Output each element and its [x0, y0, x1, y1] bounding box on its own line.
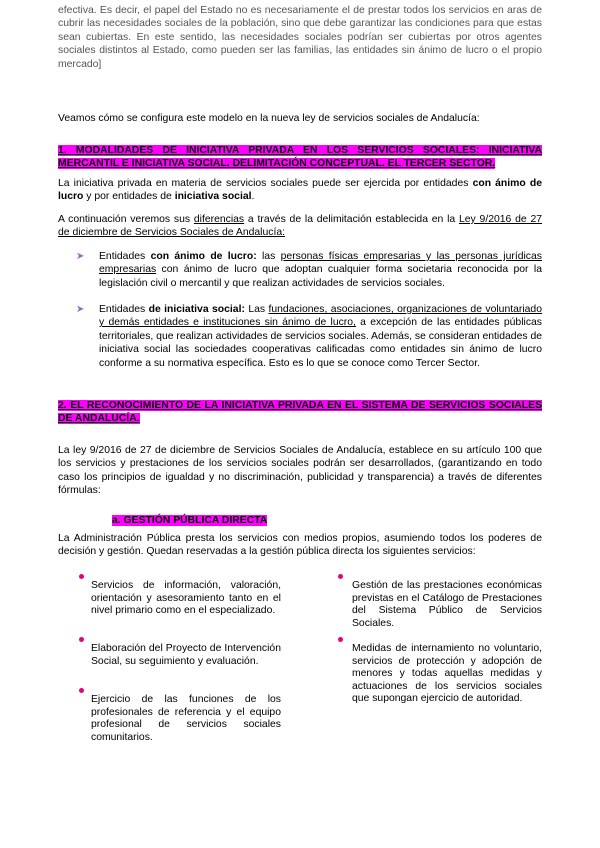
bullet-dot-icon	[79, 574, 84, 579]
section1-paragraph2: A continuación veremos sus diferencias a través de la delimitación establecida en la Ley 9/2016 de 27 de diciembre de Servicios Sociales de Andalucía:	[58, 214, 543, 239]
list-item: Gestión de las prestaciones económicas previstas en el Catálogo de Prestaciones del Sistema Público de Servicios Sociales.	[352, 580, 542, 629]
lead-line: Veamos cómo se configura este modelo en la nueva ley de servicios sociales de Andalucía:	[58, 113, 480, 124]
subsection-paragraph: La Administración Pública presta los servicios con medios propios, asumiendo todos los poderes de decisión y gestión. Quedan reservadas a la gestión pública directa los siguientes servicios:	[58, 533, 542, 558]
section1-heading: 1. MODALIDADES DE INICIATIVA PRIVADA EN LOS SERVICIOS SOCIALES: INICIATIVA MERCANTIL E INICIATIVA SOCIAL. DELIMITACIÓN CONCEPTUAL. EL TERCER SECTOR.	[58, 145, 542, 169]
section1-paragraph1: La iniciativa privada en materia de servicios sociales puede ser ejercida por entidades con ánimo de lucro y por entidades de iniciativa social.	[58, 178, 542, 203]
arrow-bullet-icon: ➤	[76, 304, 85, 315]
bullet-dot-icon	[79, 637, 84, 642]
list-item: Medidas de internamiento no voluntario, servicios de protección y adopción de menores y todas aquellas medidas y actuaciones de los servicios sociales que supongan ejercicio de autoridad.	[352, 643, 542, 705]
list-item-text: Entidades con ánimo de lucro: las personas físicas empresarias y las personas jurídicas empresarias con ánimo de lucro que adoptan cualquier forma societaria reconocida por la legislación civil o mercantil y que realizan actividades de servicios sociales.	[99, 251, 542, 289]
list-item-text: Entidades de iniciativa social: Las fundaciones, asociaciones, organizaciones de voluntariado y demás entidades e instituciones sin ánimo de lucro, a excepción de las entidades públicas territoriales, que realizan actividades de servicios sociales. Además, se consideran entidades de iniciativa social las sociedades cooperativas calificadas como entidades sin ánimo de lucro conforme a su normativa específica. Esto es lo que se conoce como Tercer Sector.	[99, 304, 542, 369]
list-item: Ejercicio de las funciones de los profesionales de referencia y el equipo profesional de servicios sociales comunitarios.	[91, 694, 281, 743]
section2-paragraph: La ley 9/2016 de 27 de diciembre de Servicios Sociales de Andalucía, establece en su artículo 100 que los servicios y prestaciones de los servicios sociales podrán ser desarrollados, (garantizando en todo caso los principios de igualdad y no discriminación, publicidad y transparencia) a través de diferentes fórmulas:	[58, 445, 542, 497]
list-item: Elaboración del Proyecto de Intervención Social, su seguimiento y evaluación.	[91, 643, 281, 667]
section2-heading: 2. EL RECONOCIMIENTO DE LA INICIATIVA PRIVADA EN EL SISTEMA DE SERVICIOS SOCIALES DE ANDALUCÍA.	[58, 400, 542, 424]
arrow-bullet-icon: ➤	[76, 251, 85, 262]
bullet-dot-icon	[338, 637, 343, 642]
bullet-dot-icon	[338, 574, 343, 579]
subheading-gestion-publica: a. GESTIÓN PÚBLICA DIRECTA	[112, 515, 268, 526]
list-item: Servicios de información, valoración, orientación y asesoramiento tanto en el nivel primario como en el especializado.	[91, 580, 281, 617]
bullet-dot-icon	[79, 688, 84, 693]
intro-paragraph: efectiva. Es decir, el papel del Estado no es necesariamente el de prestar todos los servicios en aras de cubrir las necesidades sociales de la población, sino que debe garantizar las condiciones para que estas sean cubiertas. En este sentido, las necesidades sociales podrían ser cubiertas por otros agentes sociales distintos al Estado, como pueden ser las familias, las entidades sin ánimo de lucro o el propio mercado]	[58, 5, 542, 70]
